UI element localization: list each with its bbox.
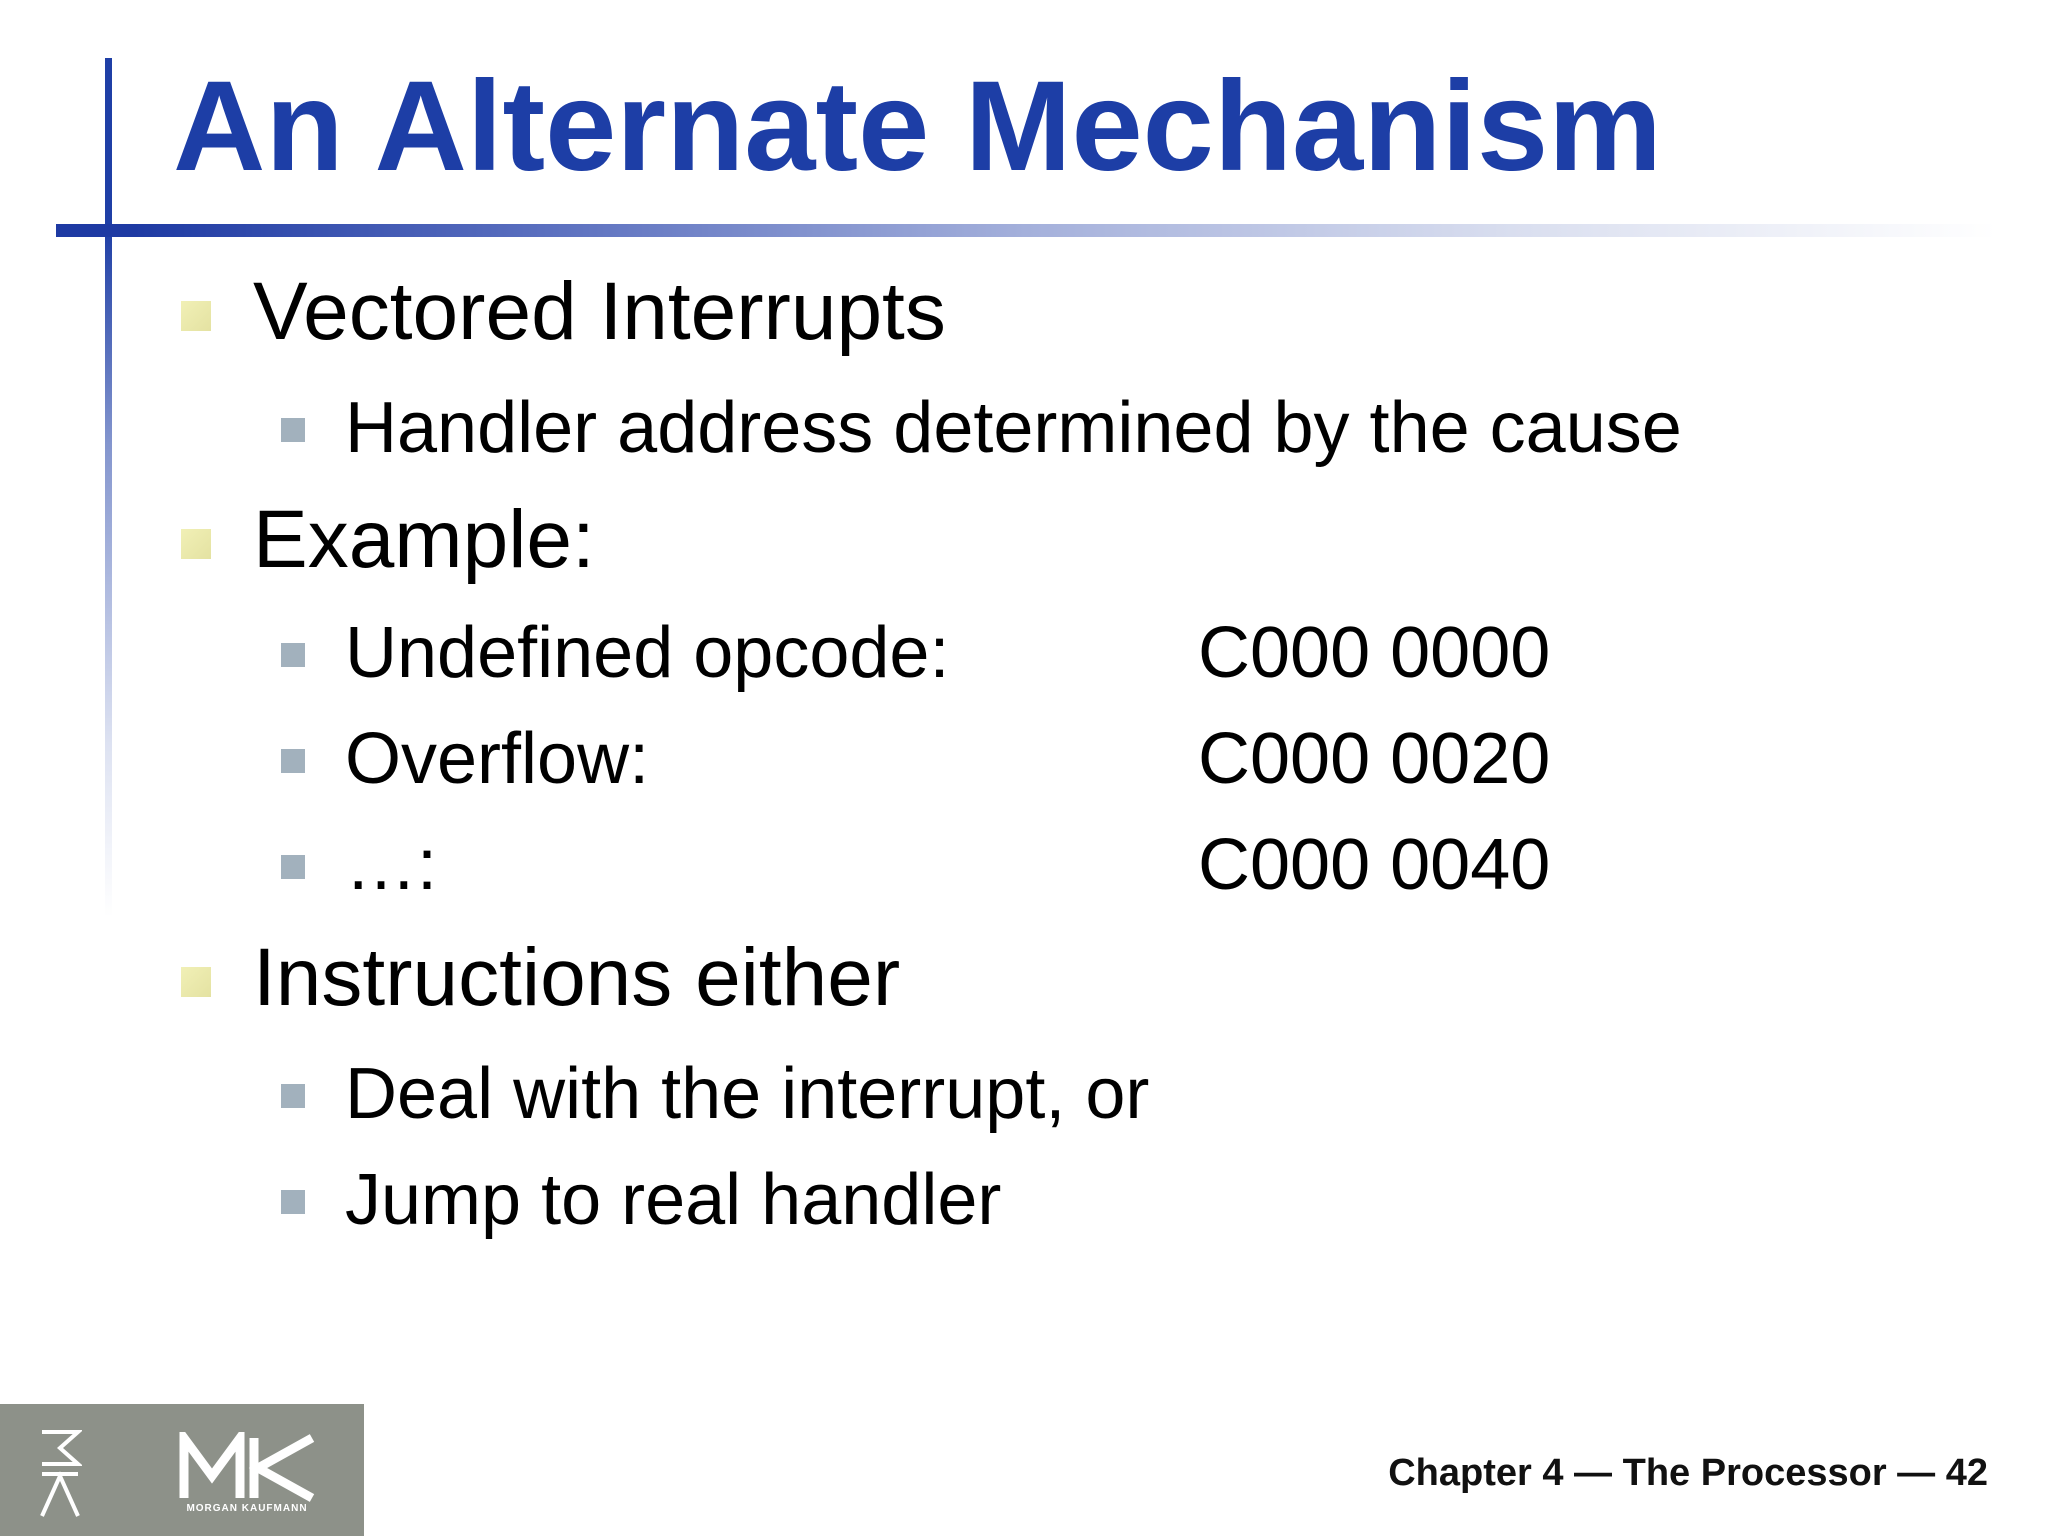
publisher-name: MORGAN KAUFMANN [186,1503,308,1514]
bullet-marker [181,301,211,331]
title-vertical-rule [105,58,112,918]
example-label-overflow: Overflow: [345,719,650,799]
example-label-ellipsis: …: [345,825,438,905]
bullet-instructions-either: Instructions either [253,932,901,1023]
sub-bullet-marker [281,643,305,667]
sub-bullet-marker [281,418,305,442]
example-address-overflow: C000 0020 [1198,719,1551,799]
slide-title: An Alternate Mechanism [173,55,1662,198]
example-address-ellipsis: C000 0040 [1198,825,1551,905]
sub-bullet-marker [281,1084,305,1108]
sub-bullet-marker [281,1190,305,1214]
sub-bullet-marker [281,749,305,773]
slide-footer: Chapter 4 — The Processor — 42 [1388,1452,1988,1494]
bullet-marker [181,967,211,997]
rotated-mk-logo-icon [38,1426,82,1522]
bullet-vectored-interrupts: Vectored Interrupts [253,266,946,357]
sub-bullet-deal-with-interrupt: Deal with the interrupt, or [345,1054,1150,1134]
sub-bullet-handler-address: Handler address determined by the cause [345,388,1682,468]
example-address-undefined-opcode: C000 0000 [1198,613,1551,693]
title-horizontal-rule [56,224,1996,237]
sub-bullet-jump-to-handler: Jump to real handler [345,1160,1002,1240]
example-label-undefined-opcode: Undefined opcode: [345,613,950,693]
bullet-example: Example: [253,494,595,585]
mk-logo-icon [178,1432,316,1502]
sub-bullet-marker [281,855,305,879]
bullet-marker [181,529,211,559]
